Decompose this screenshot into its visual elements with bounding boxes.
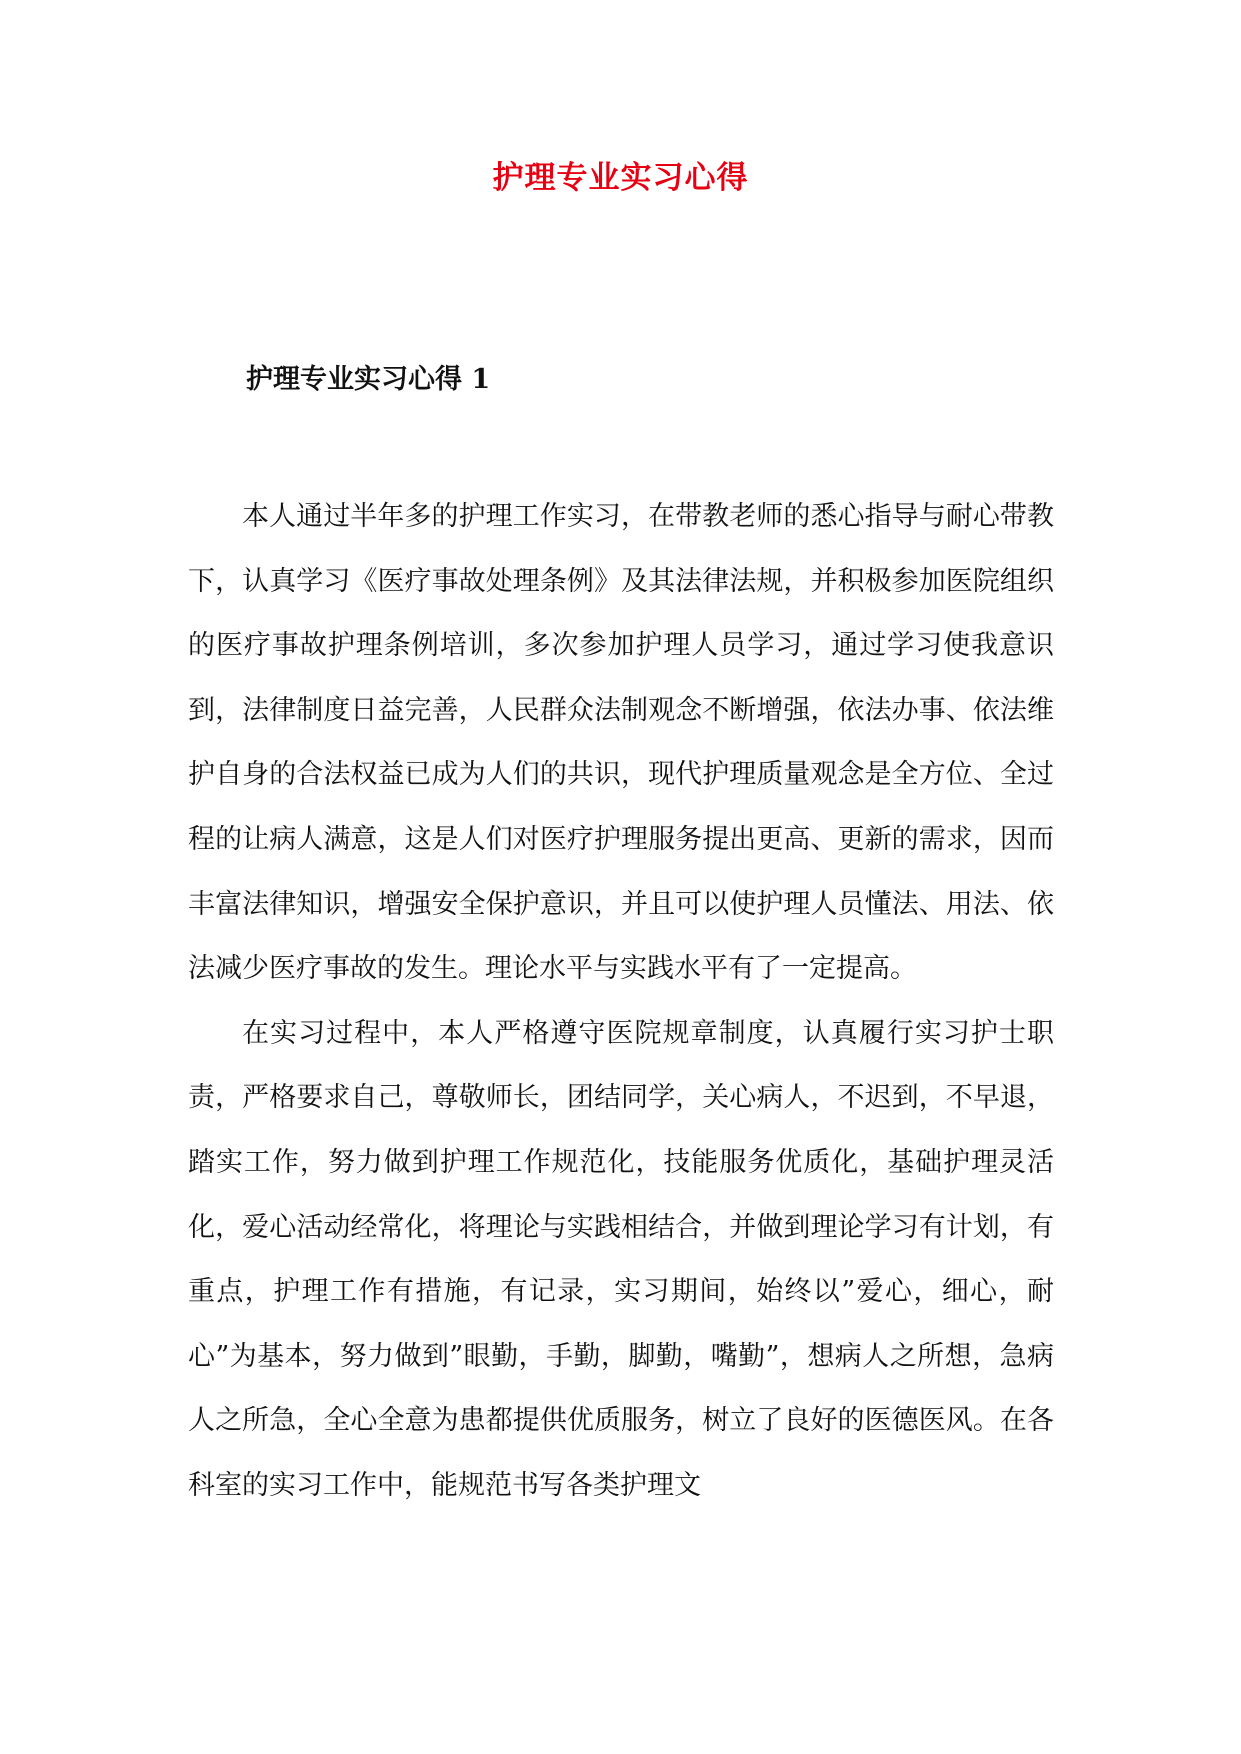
section-heading: 护理专业实习心得 1 [246,364,491,395]
document-title: 护理专业实习心得 [492,160,749,196]
paragraph-2: 在实习过程中，本人严格遵守医院规章制度，认真履行实习护士职责，严格要求自己，尊敬师长，团结同学，关心病人，不迟到，不早退，踏实工作，努力做到护理工作规范化，技能服务优质化，基础护理灵活化，爱心活动经常化，将理论与实践相结合，并做到理论学习有计划，有重点，护理工作有措施，有记录，实习期间，始终以”爱心，细心，耐心”为基本，努力做到”眼勤，手勤，脚勤，嘴勤”，想病人之所想，急病人之所急，全心全意为患都提供优质服务，树立了良好的医德医风。在各科室的实习工作中，能规范书写各类护理文 [188,1017,1054,1501]
body-text [188,485,1054,1519]
paragraph-1: 本人通过半年多的护理工作实习，在带教老师的悉心指导与耐心带教下，认真学习《医疗事故处理条例》及其法律法规，并积极参加医院组织的医疗事故护理条例培训，多次参加护理人员学习，通过学习使我意识到，法律制度日益完善，人民群众法制观念不断增强，依法办事、依法维护自身的合法权益已成为人们的共识，现代护理质量观念是全方位、全过程的让病人满意，这是人们对医疗护理服务提出更高、更新的需求，因而丰富法律知识，增强安全保护意识，并且可以使护理人员懂法、用法、依法减少医疗事故的发生。理论水平与实践水平有了一定提高。 [188,501,1054,985]
